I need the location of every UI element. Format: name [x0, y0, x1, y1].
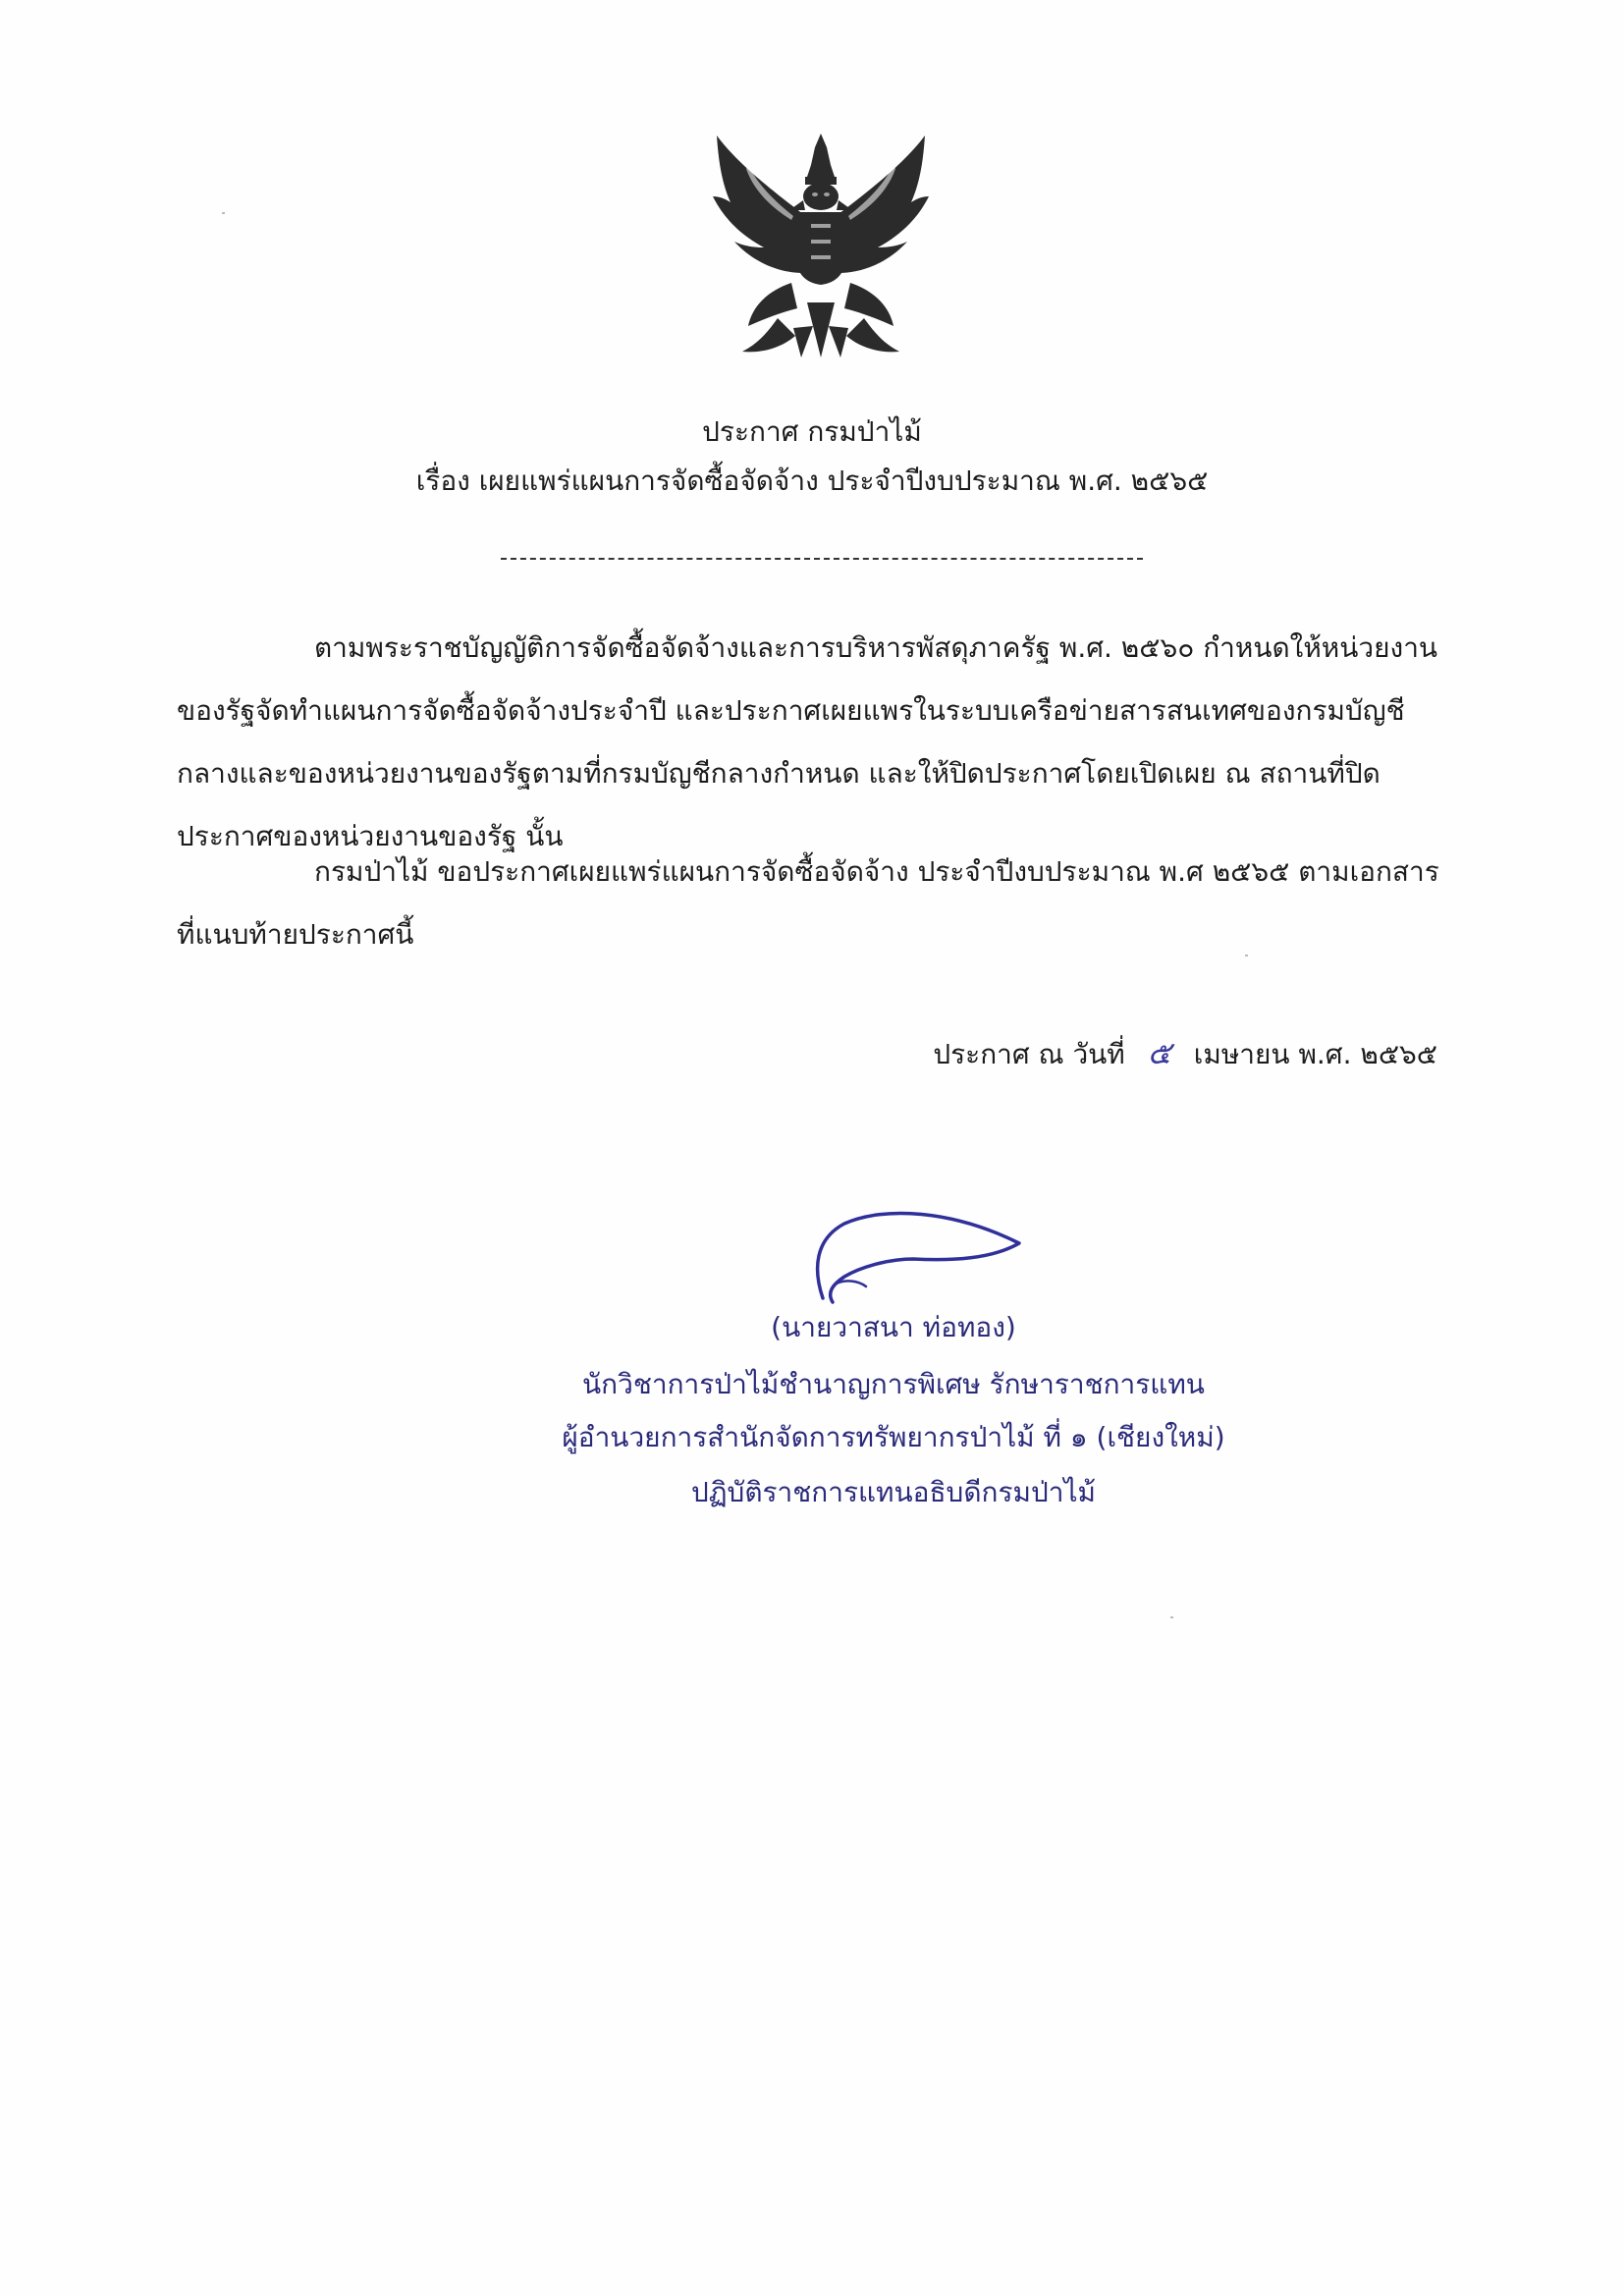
signatory-name: (นายวาสนา ท่อทอง) [771, 1311, 1016, 1343]
scan-speck [1170, 1616, 1173, 1618]
scan-speck [1245, 955, 1248, 957]
date-day: ๕ [1147, 1034, 1171, 1071]
body-paragraph-2-text: กรมป่าไม้ ขอประกาศเผยแพร่แผนการจัดซื้อจัดจ้าง ประจำปีงบประมาณ พ.ศ ๒๕๖๕ ตามเอกสารที่แนบท้ายประกาศนี้ [177, 855, 1439, 951]
signatory-position-3: ปฏิบัติราชการแทนอธิบดีกรมป่าไม้ [690, 1476, 1096, 1508]
announcement-date [933, 1021, 1437, 1086]
announcement-subject: เรื่อง เผยแพร่แผนการจัดซื้อจัดจ้าง ประจำปีงบประมาณ พ.ศ. ๒๕๖๕ [415, 465, 1209, 497]
announcement-title: ประกาศ กรมป่าไม้ [702, 415, 922, 448]
signatory-position-2: ผู้อำนวยการสำนักจัดการทรัพยากรป่าไม้ ที่ ๑ (เชียงใหม่) [562, 1421, 1225, 1453]
signatory-position-1: นักวิชาการป่าไม้ชำนาญการพิเศษ รักษาราชการแทน [582, 1368, 1205, 1400]
body-paragraph-1-text: ตามพระราชบัญญัติการจัดซื้อจัดจ้างและการบริหารพัสดุภาครัฐ พ.ศ. ๒๕๖๐ กำหนดให้หน่วยงานของรัฐจัดทำแผนการจัดซื้อจัดจ้างประจำปี และประกาศเผยแพรในระบบเครือข่ายสารสนเทศของกรมบัญชีกลางและของหน่วยงานของรัฐตามที่กรมบัญชีกลางกำหนด และให้ปิดประกาศโดยเปิดเผย ณ สถานที่ปิดประกาศของหน่วยงานของรัฐ นั้น [177, 631, 1438, 852]
body-paragraph-2 [177, 841, 1453, 966]
date-suffix: เมษายน พ.ศ. ๒๕๖๕ [1193, 1038, 1437, 1070]
date-prefix: ประกาศ ณ วันที่ [933, 1038, 1125, 1070]
scan-speck [222, 212, 225, 214]
body-paragraph-1 [177, 617, 1453, 868]
garuda-emblem-icon [709, 126, 933, 361]
separator-line [501, 558, 1143, 560]
handwritten-signature-icon [805, 1200, 1031, 1308]
